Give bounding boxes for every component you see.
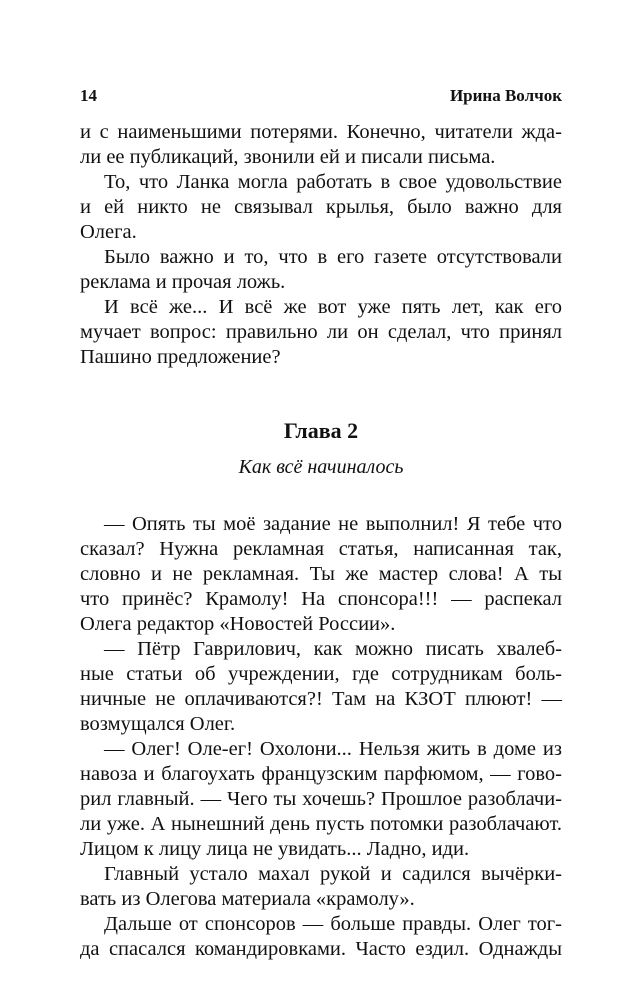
paragraph: [80, 637, 562, 737]
text-line: Главный устало махал рукой и садился вычёрки-: [104, 863, 562, 885]
text-line: — Пётр Гаврилович, как можно писать хвалеб-: [104, 638, 562, 660]
paragraph: [80, 120, 562, 170]
running-header: [80, 86, 562, 120]
intro-text: [80, 120, 562, 370]
text-line: ничные не оплачиваются?! Там на КЗОТ плюют! —: [80, 688, 562, 710]
paragraph: [80, 912, 562, 962]
text-line: возмущался Олег.: [80, 713, 236, 735]
paragraph: [80, 512, 562, 637]
page-number: 14: [80, 86, 97, 105]
text-line: сказал? Нужна рекламная статья, написанная так,: [80, 538, 562, 560]
text-line: и с наименьшими потерями. Конечно, читатели жда-: [80, 121, 562, 143]
chapter-heading: [80, 416, 562, 482]
paragraph: [80, 862, 562, 912]
text-line: ли ее публикаций, звонили ей и писали письма.: [80, 146, 496, 168]
paragraph: [80, 295, 562, 370]
text-line: Пашино предложение?: [80, 346, 281, 368]
text-line: да спасался командировками. Часто ездил. Однажды: [80, 938, 562, 960]
text-line: вать из Олегова материала «крамолу».: [80, 888, 415, 910]
text-line: мучает вопрос: правильно ли он сделал, что принял: [80, 321, 562, 343]
text-line: что принёс? Крамолу! На спонсора!!! — распекал: [80, 588, 562, 610]
text-line: Лицом к лицу лица не увидать... Ладно, иди.: [80, 838, 470, 860]
text-line: — Опять ты моё задание не выполнил! Я тебе что: [104, 513, 562, 535]
paragraph: [80, 245, 562, 295]
text-line: рил главный. — Чего ты хочешь? Прошлое разоблачи-: [80, 788, 562, 810]
text-line: Олега.: [80, 221, 137, 243]
text-line: навоза и благоухать французским парфюмом, — гово-: [80, 763, 562, 785]
paragraph: [80, 170, 562, 245]
text-line: словно и не рекламная. Ты же мастер слова! А ты: [80, 563, 562, 585]
book-page: [80, 86, 562, 962]
text-line: реклама и прочая ложь.: [80, 271, 286, 293]
text-line: Олега редактор «Новостей России».: [80, 613, 396, 635]
text-line: То, что Ланка могла работать в свое удовольствие: [104, 171, 562, 193]
text-line: ли уже. А нынешний день пусть потомки разоблачают.: [80, 813, 562, 835]
author-name: Ирина Волчок: [449, 86, 562, 105]
text-line: Было важно и то, что в его газете отсутствовали: [104, 246, 562, 268]
text-line: и ей никто не связывал крылья, было важно для: [80, 196, 562, 218]
chapter-subtitle: Как всё начиналось: [238, 456, 404, 478]
chapter-text: [80, 512, 562, 962]
text-line: — Олег! Оле-ег! Охолони... Нельзя жить в доме из: [104, 738, 562, 760]
text-line: Дальше от спонсоров — больше правды. Олег тог-: [104, 913, 562, 935]
chapter-title: Глава 2: [283, 418, 359, 443]
text-line: ные статьи об учреждении, где сотрудникам боль-: [80, 663, 562, 685]
paragraph: [80, 737, 562, 862]
text-line: И всё же... И всё же вот уже пять лет, как его: [104, 296, 562, 318]
